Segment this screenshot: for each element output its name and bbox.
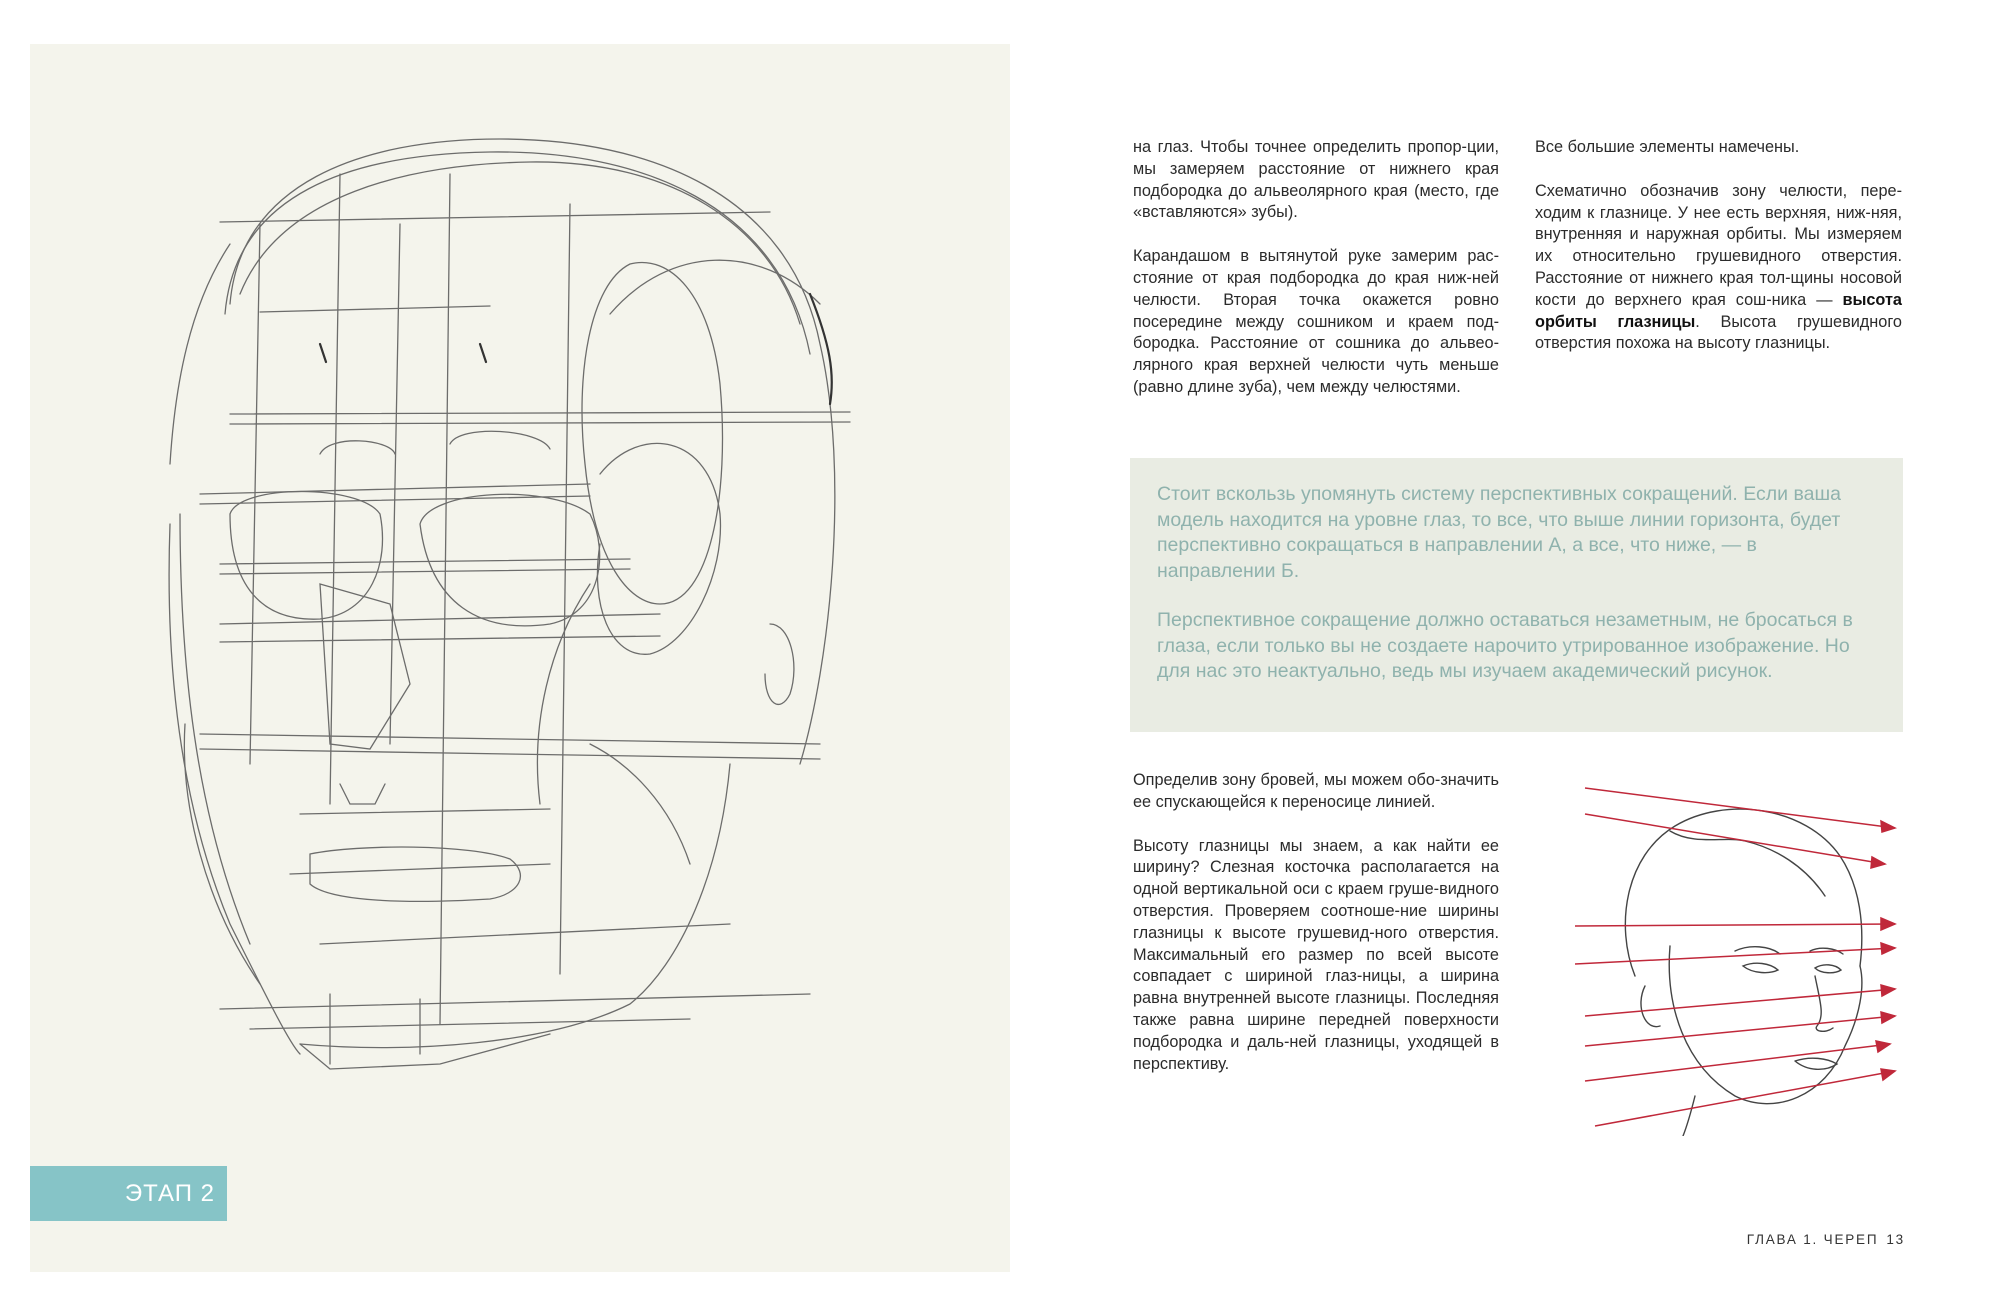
- col3-paragraph-2: Высоту глазницы мы знаем, а как найти ее ширину? Слезная косточка располагается на одной вертикальной оси с краем груше-видного отверстия. Проверяем соотноше-ние ширины глазницы к высоте грушевид-ного отверстия. Максимальный его размер по всей высоте совпадает с шириной глаз-ницы, а ширина равна внутренней высоте глазницы. Последняя также равна ширине передней поверхности подбородка и даль-ней глазницы, уходящей в перспективу.: [1133, 836, 1499, 1073]
- stage-badge: [30, 1166, 227, 1221]
- col2-p2-after: . Высота грушевидного отверстия похожа на высоту глазницы.: [1535, 312, 1902, 353]
- sketch-panel: [30, 44, 1010, 1272]
- col2-paragraph-1: Все большие элементы намечены.: [1535, 138, 1800, 156]
- col2-paragraph-2: [1535, 181, 1902, 355]
- callout-paragraph-2: Перспективное сокращение должно оставаться незаметным, не бросаться в глаза, если только вы не создаете нарочито утрированное изображение. Но для нас это неактуально, ведь мы изучаем академический рисунок.: [1157, 609, 1853, 682]
- callout-paragraph-1: Стоит вскользь упомянуть систему перспективных сокращений. Если ваша модель находится на уровне глаз, то все, что выше линии горизонта, будет перспективно сокращаться в направлении А, а все, что ниже, — в направлении Б.: [1157, 483, 1841, 582]
- col1-paragraph-2: Карандашом в вытянутой руке замерим рас-стояние от края подбородка до края ниж-ней челюсти. Вторая точка окажется ровно посередине между сошником и краем под-бородка. Расстояние от сошника до альвео-лярного края верхней челюсти чуть меньше (равно длине зуба), чем между челюстями.: [1133, 247, 1499, 396]
- text-column-2: [1535, 137, 1902, 377]
- col2-p2-before: Схематично обозначив зону челюсти, пере-ходим к глазнице. У нее есть верхняя, ниж-няя, внутренняя и наружная орбиты. Мы измеряем их относительно грушевидного отверстия. Расстояние от нижнего края тол-щины носовой кости до верхнего края сош-ника —: [1535, 181, 1902, 309]
- chapter-title: ГЛАВА 1. ЧЕРЕП: [1746, 1232, 1879, 1247]
- text-column-3: [1133, 770, 1499, 1097]
- page-footer: [1700, 1232, 1905, 1247]
- face-perspective-illustration: [1575, 776, 1905, 1136]
- stage-label: ЭТАП 2: [124, 1179, 215, 1207]
- skull-sketch: [30, 44, 1010, 1272]
- col1-paragraph-1: на глаз. Чтобы точнее определить пропор-ции, мы замеряем расстояние от нижнего края подбородка до альвеолярного края (место, где «вставляются» зубы).: [1133, 138, 1499, 222]
- col3-paragraph-1: Определив зону бровей, мы можем обо-значить ее спускающейся к переносице линией.: [1133, 771, 1499, 811]
- callout-box: [1130, 458, 1903, 732]
- page-number: 13: [1886, 1232, 1905, 1247]
- text-column-1: [1133, 137, 1499, 421]
- col2-p2-bold: высота орбиты глазницы: [1535, 290, 1902, 331]
